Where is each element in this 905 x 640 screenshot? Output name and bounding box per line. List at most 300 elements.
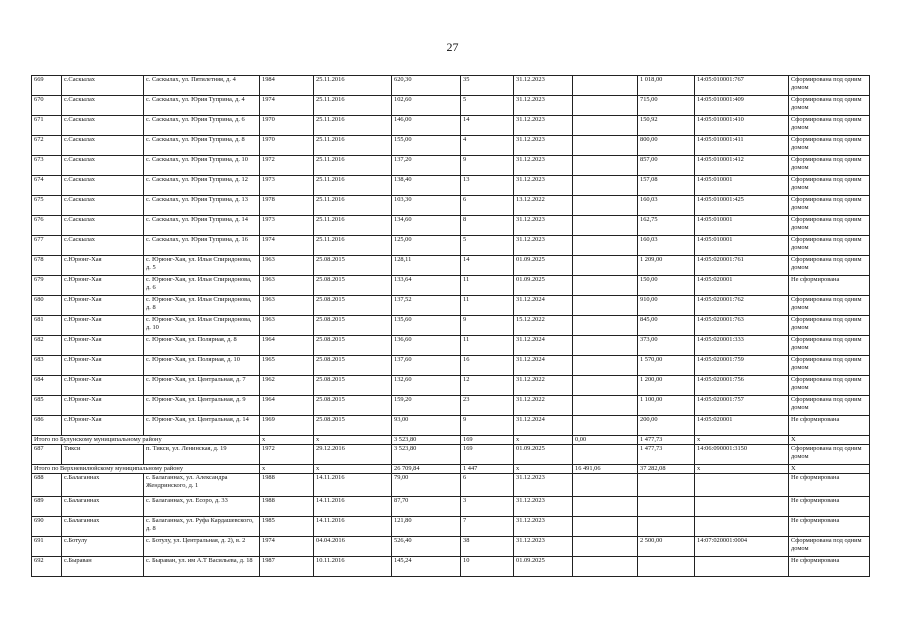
- status-cell: Х: [789, 436, 870, 445]
- address-cell: с. Юрюнг-Хая, ул. Центральная, д. 9: [144, 396, 260, 416]
- year-cell: 1963: [260, 256, 314, 276]
- date-cell: 25.11.2016: [314, 156, 392, 176]
- area-cell: 135,60: [392, 316, 461, 336]
- date-cell: 25.08.2015: [314, 356, 392, 376]
- cadastral-number-cell: 14:05:010001:425: [695, 196, 789, 216]
- status-cell: Сформирована под одним домом: [789, 376, 870, 396]
- table-row: [32, 256, 870, 276]
- row-number-cell: 672: [32, 136, 62, 156]
- cadastral-number-cell: 14:05:020001:763: [695, 316, 789, 336]
- year-cell: 1985: [260, 517, 314, 537]
- status-cell: Сформирована под одним домом: [789, 336, 870, 356]
- amount-2-cell: 157,08: [638, 176, 695, 196]
- area-cell: 125,00: [392, 236, 461, 256]
- area-cell: 138,40: [392, 176, 461, 196]
- year-cell: 1969: [260, 416, 314, 436]
- deadline-cell: 31.12.2024: [514, 336, 573, 356]
- settlement-cell: с.Балаганнах: [62, 497, 144, 517]
- address-cell: с. Ботулу, ул. Центральная, д. 2), в. 2: [144, 537, 260, 557]
- count-cell: 35: [461, 76, 514, 96]
- table-row: [32, 116, 870, 136]
- cadastral-number-cell: 14:05:020001: [695, 276, 789, 296]
- amount-2-cell: 373,00: [638, 336, 695, 356]
- settlement-cell: с.Юрюнг-Хая: [62, 316, 144, 336]
- settlement-cell: с.Быраван: [62, 557, 144, 577]
- settlement-cell: с.Балаганнах: [62, 474, 144, 497]
- settlement-cell: с.Ботулу: [62, 537, 144, 557]
- status-cell: Сформирована под одним домом: [789, 136, 870, 156]
- count-cell: 7: [461, 517, 514, 537]
- amount-1-cell: [573, 176, 638, 196]
- status-cell: Сформирована под одним домом: [789, 96, 870, 116]
- amount-1-cell: [573, 316, 638, 336]
- amount-2-cell: 160,03: [638, 236, 695, 256]
- table-row: [32, 376, 870, 396]
- address-cell: с. Юрюнг-Хая, ул. Ильи Спиридонова, д. 5: [144, 256, 260, 276]
- amount-1-cell: [573, 156, 638, 176]
- area-cell: 102,60: [392, 96, 461, 116]
- amount-1-cell: [573, 445, 638, 465]
- row-number-cell: 680: [32, 296, 62, 316]
- date-cell: 25.11.2016: [314, 176, 392, 196]
- row-number-cell: 679: [32, 276, 62, 296]
- amount-2-cell: [638, 497, 695, 517]
- amount-1-cell: 16 491,06: [573, 465, 638, 474]
- count-cell: 4: [461, 136, 514, 156]
- amount-1-cell: [573, 537, 638, 557]
- cadastral-number-cell: 14:05:020001:757: [695, 396, 789, 416]
- page-number: 27: [446, 40, 459, 54]
- cadastral-number-cell: 14:05:010001:410: [695, 116, 789, 136]
- cadastral-number-cell: 14:05:020001:759: [695, 356, 789, 376]
- date-cell: 14.11.2016: [314, 517, 392, 537]
- count-cell: 10: [461, 557, 514, 577]
- status-cell: Сформирована под одним домом: [789, 256, 870, 276]
- area-cell: 128,11: [392, 256, 461, 276]
- address-cell: с. Саскылах, ул. Юрия Туприна, д. 8: [144, 136, 260, 156]
- table-row: [32, 156, 870, 176]
- status-cell: Сформирована под одним домом: [789, 236, 870, 256]
- amount-1-cell: [573, 96, 638, 116]
- table-row: [32, 445, 870, 465]
- table-row: [32, 537, 870, 557]
- status-cell: Сформирована под одним домом: [789, 116, 870, 136]
- cadastral-number-cell: 14:06:090001:3150: [695, 445, 789, 465]
- amount-1-cell: [573, 336, 638, 356]
- cadastral-number-cell: 14:05:010001: [695, 236, 789, 256]
- cadastral-number-cell: [695, 474, 789, 497]
- row-number-cell: 682: [32, 336, 62, 356]
- status-cell: Сформирована под одним домом: [789, 76, 870, 96]
- deadline-cell: 31.12.2023: [514, 236, 573, 256]
- date-cell: 25.11.2016: [314, 216, 392, 236]
- amount-2-cell: 37 282,08: [638, 465, 695, 474]
- date-cell: 25.08.2015: [314, 316, 392, 336]
- cadastral-number-cell: 14:05:010001:412: [695, 156, 789, 176]
- status-cell: Не сформирована: [789, 497, 870, 517]
- cadastral-number-cell: 14:05:020001:761: [695, 256, 789, 276]
- deadline-cell: 31.12.2022: [514, 396, 573, 416]
- count-cell: 13: [461, 176, 514, 196]
- status-cell: Сформирована под одним домом: [789, 356, 870, 376]
- address-cell: с. Юрюнг-Хая, ул. Ильи Спиридонова, д. 6: [144, 276, 260, 296]
- count-cell: 6: [461, 474, 514, 497]
- settlement-cell: с.Саскылах: [62, 136, 144, 156]
- amount-1-cell: [573, 356, 638, 376]
- year-cell: 1963: [260, 276, 314, 296]
- cadastral-number-cell: [695, 497, 789, 517]
- area-cell: 146,00: [392, 116, 461, 136]
- date-cell: 25.08.2015: [314, 276, 392, 296]
- date-cell: 25.11.2016: [314, 136, 392, 156]
- status-cell: Сформирована под одним домом: [789, 316, 870, 336]
- count-cell: 5: [461, 236, 514, 256]
- address-cell: с. Юрюнг-Хая, ул. Полярная, д. 8: [144, 336, 260, 356]
- cadastral-number-cell: 14:05:010001:767: [695, 76, 789, 96]
- year-cell: 1987: [260, 557, 314, 577]
- housing-register-table: [31, 75, 870, 577]
- row-number-cell: 683: [32, 356, 62, 376]
- amount-1-cell: [573, 517, 638, 537]
- deadline-cell: 15.12.2022: [514, 316, 573, 336]
- amount-2-cell: 910,00: [638, 296, 695, 316]
- settlement-cell: Тикси: [62, 445, 144, 465]
- row-number-cell: 670: [32, 96, 62, 116]
- address-cell: с. Саскылах, ул. Юрия Туприна, д. 6: [144, 116, 260, 136]
- year-cell: 1964: [260, 396, 314, 416]
- amount-2-cell: 150,92: [638, 116, 695, 136]
- status-cell: Не сформирована: [789, 557, 870, 577]
- year-cell: 1978: [260, 196, 314, 216]
- area-cell: 155,00: [392, 136, 461, 156]
- year-cell: 1988: [260, 497, 314, 517]
- count-cell: 12: [461, 376, 514, 396]
- settlement-cell: с.Саскылах: [62, 116, 144, 136]
- amount-1-cell: [573, 276, 638, 296]
- address-cell: с. Балаганнах, ул. Александра Жендринского, д. 1: [144, 474, 260, 497]
- cadastral-number-cell: х: [695, 465, 789, 474]
- year-cell: 1974: [260, 537, 314, 557]
- table-row: [32, 176, 870, 196]
- subtotal-label: Итого по Булунскому муниципальному району: [32, 436, 260, 445]
- count-cell: 9: [461, 416, 514, 436]
- address-cell: с. Балаганнах, ул. Есоро, д. 33: [144, 497, 260, 517]
- address-cell: с. Юрюнг-Хая, ул. Ильи Спиридонова, д. 10: [144, 316, 260, 336]
- settlement-cell: с.Саскылах: [62, 196, 144, 216]
- amount-1-cell: [573, 296, 638, 316]
- deadline-cell: 31.12.2023: [514, 156, 573, 176]
- address-cell: с. Юрюнг-Хая, ул. Центральная, д. 7: [144, 376, 260, 396]
- table-body: [32, 76, 870, 577]
- deadline-cell: 31.12.2023: [514, 76, 573, 96]
- settlement-cell: с.Саскылах: [62, 176, 144, 196]
- status-cell: Сформирована под одним домом: [789, 176, 870, 196]
- settlement-cell: с.Юрюнг-Хая: [62, 356, 144, 376]
- amount-2-cell: 200,00: [638, 416, 695, 436]
- year-cell: 1988: [260, 474, 314, 497]
- table-row: [32, 276, 870, 296]
- amount-2-cell: 845,00: [638, 316, 695, 336]
- amount-2-cell: 1 200,00: [638, 376, 695, 396]
- date-cell: х: [314, 436, 392, 445]
- date-cell: 25.08.2015: [314, 376, 392, 396]
- table-row: [32, 216, 870, 236]
- date-cell: 25.08.2015: [314, 336, 392, 356]
- year-cell: 1973: [260, 216, 314, 236]
- area-cell: 87,70: [392, 497, 461, 517]
- table-row: [32, 356, 870, 376]
- table-row: [32, 296, 870, 316]
- row-number-cell: 671: [32, 116, 62, 136]
- table-row: [32, 76, 870, 96]
- amount-1-cell: [573, 256, 638, 276]
- area-cell: 103,30: [392, 196, 461, 216]
- address-cell: с. Саскылах, ул. Юрия Туприна, д. 16: [144, 236, 260, 256]
- table-row: [32, 557, 870, 577]
- deadline-cell: 31.12.2024: [514, 416, 573, 436]
- status-cell: Сформирована под одним домом: [789, 445, 870, 465]
- area-cell: 145,24: [392, 557, 461, 577]
- year-cell: 1963: [260, 296, 314, 316]
- count-cell: 16: [461, 356, 514, 376]
- amount-1-cell: [573, 376, 638, 396]
- area-cell: 133,64: [392, 276, 461, 296]
- amount-2-cell: 800,00: [638, 136, 695, 156]
- amount-2-cell: 2 500,00: [638, 537, 695, 557]
- deadline-cell: 31.12.2023: [514, 537, 573, 557]
- settlement-cell: с.Саскылах: [62, 96, 144, 116]
- amount-1-cell: [573, 497, 638, 517]
- area-cell: 26 709,84: [392, 465, 461, 474]
- row-number-cell: 684: [32, 376, 62, 396]
- deadline-cell: 31.12.2023: [514, 96, 573, 116]
- date-cell: х: [314, 465, 392, 474]
- row-number-cell: 676: [32, 216, 62, 236]
- year-cell: 1972: [260, 445, 314, 465]
- row-number-cell: 692: [32, 557, 62, 577]
- deadline-cell: 01.09.2025: [514, 557, 573, 577]
- table-row: [32, 396, 870, 416]
- deadline-cell: 31.12.2023: [514, 474, 573, 497]
- settlement-cell: с.Саскылах: [62, 236, 144, 256]
- deadline-cell: 31.12.2023: [514, 497, 573, 517]
- table-row: [32, 316, 870, 336]
- area-cell: 159,20: [392, 396, 461, 416]
- settlement-cell: с.Саскылах: [62, 216, 144, 236]
- deadline-cell: 31.12.2023: [514, 116, 573, 136]
- cadastral-number-cell: 14:05:010001: [695, 216, 789, 236]
- amount-1-cell: [573, 196, 638, 216]
- settlement-cell: с.Саскылах: [62, 156, 144, 176]
- amount-1-cell: [573, 557, 638, 577]
- year-cell: х: [260, 465, 314, 474]
- address-cell: с. Юрюнг-Хая, ул. Центральная, д. 14: [144, 416, 260, 436]
- table-row: [32, 336, 870, 356]
- amount-2-cell: 1 570,00: [638, 356, 695, 376]
- area-cell: 93,00: [392, 416, 461, 436]
- date-cell: 25.08.2015: [314, 296, 392, 316]
- address-cell: с. Юрюнг-Хая, ул. Ильи Спиридонова, д. 8: [144, 296, 260, 316]
- cadastral-number-cell: 14:07:020001:0004: [695, 537, 789, 557]
- amount-2-cell: 1 100,00: [638, 396, 695, 416]
- subtotal-row: [32, 436, 870, 445]
- deadline-cell: х: [514, 465, 573, 474]
- row-number-cell: 689: [32, 497, 62, 517]
- date-cell: 25.11.2016: [314, 96, 392, 116]
- area-cell: 526,40: [392, 537, 461, 557]
- count-cell: 38: [461, 537, 514, 557]
- count-cell: 6: [461, 196, 514, 216]
- date-cell: 25.08.2015: [314, 396, 392, 416]
- amount-2-cell: 715,00: [638, 96, 695, 116]
- table-row: [32, 474, 870, 497]
- area-cell: 620,30: [392, 76, 461, 96]
- deadline-cell: 31.12.2023: [514, 216, 573, 236]
- settlement-cell: с.Юрюнг-Хая: [62, 416, 144, 436]
- row-number-cell: 688: [32, 474, 62, 497]
- amount-2-cell: [638, 474, 695, 497]
- count-cell: 8: [461, 216, 514, 236]
- cadastral-number-cell: 14:05:010001:411: [695, 136, 789, 156]
- settlement-cell: с.Юрюнг-Хая: [62, 256, 144, 276]
- deadline-cell: х: [514, 436, 573, 445]
- area-cell: 137,20: [392, 156, 461, 176]
- status-cell: Сформирована под одним домом: [789, 156, 870, 176]
- count-cell: 11: [461, 276, 514, 296]
- area-cell: 79,00: [392, 474, 461, 497]
- settlement-cell: с.Юрюнг-Хая: [62, 376, 144, 396]
- cadastral-number-cell: 14:05:010001: [695, 176, 789, 196]
- table-row: [32, 196, 870, 216]
- status-cell: Не сформирована: [789, 276, 870, 296]
- amount-1-cell: [573, 116, 638, 136]
- row-number-cell: 687: [32, 445, 62, 465]
- count-cell: 169: [461, 436, 514, 445]
- status-cell: Сформирована под одним домом: [789, 537, 870, 557]
- subtotal-label: Итого по Верхневилюйскому муниципальному району: [32, 465, 260, 474]
- cadastral-number-cell: 14:05:020001: [695, 416, 789, 436]
- table-row: [32, 497, 870, 517]
- count-cell: 169: [461, 445, 514, 465]
- year-cell: 1970: [260, 136, 314, 156]
- settlement-cell: с.Юрюнг-Хая: [62, 336, 144, 356]
- year-cell: 1972: [260, 156, 314, 176]
- year-cell: х: [260, 436, 314, 445]
- date-cell: 25.11.2016: [314, 196, 392, 216]
- row-number-cell: 669: [32, 76, 62, 96]
- date-cell: 10.11.2016: [314, 557, 392, 577]
- count-cell: 1 447: [461, 465, 514, 474]
- address-cell: с. Саскылах, ул. Юрия Туприна, д. 13: [144, 196, 260, 216]
- table-row: [32, 517, 870, 537]
- amount-1-cell: [573, 396, 638, 416]
- deadline-cell: 13.12.2022: [514, 196, 573, 216]
- address-cell: с. Саскылах, ул. Юрия Туприна, д. 4: [144, 96, 260, 116]
- address-cell: с. Саскылах, ул. Юрия Туприна, д. 12: [144, 176, 260, 196]
- area-cell: 136,60: [392, 336, 461, 356]
- table-row: [32, 416, 870, 436]
- deadline-cell: 31.12.2024: [514, 356, 573, 376]
- count-cell: 14: [461, 116, 514, 136]
- date-cell: 25.11.2016: [314, 116, 392, 136]
- area-cell: 3 523,80: [392, 445, 461, 465]
- settlement-cell: с.Юрюнг-Хая: [62, 276, 144, 296]
- count-cell: 11: [461, 336, 514, 356]
- year-cell: 1974: [260, 236, 314, 256]
- status-cell: Не сформирована: [789, 474, 870, 497]
- row-number-cell: 690: [32, 517, 62, 537]
- settlement-cell: с.Юрюнг-Хая: [62, 396, 144, 416]
- area-cell: 137,60: [392, 356, 461, 376]
- deadline-cell: 01.09.2025: [514, 445, 573, 465]
- area-cell: 3 523,80: [392, 436, 461, 445]
- row-number-cell: 673: [32, 156, 62, 176]
- deadline-cell: 31.12.2024: [514, 296, 573, 316]
- settlement-cell: с.Саскылах: [62, 76, 144, 96]
- year-cell: 1974: [260, 96, 314, 116]
- address-cell: с. Быраван, ул. им А.Т Васильева, д. 18: [144, 557, 260, 577]
- count-cell: 9: [461, 316, 514, 336]
- date-cell: 29.12.2016: [314, 445, 392, 465]
- address-cell: с. Юрюнг-Хая, ул. Полярная, д. 10: [144, 356, 260, 376]
- amount-2-cell: 162,75: [638, 216, 695, 236]
- address-cell: с. Балаганнах, ул. Руфа Кардашевского, д. 8: [144, 517, 260, 537]
- amount-2-cell: 160,03: [638, 196, 695, 216]
- deadline-cell: 31.12.2023: [514, 517, 573, 537]
- cadastral-number-cell: [695, 517, 789, 537]
- count-cell: 23: [461, 396, 514, 416]
- row-number-cell: 691: [32, 537, 62, 557]
- amount-1-cell: [573, 216, 638, 236]
- settlement-cell: с.Балаганнах: [62, 517, 144, 537]
- cadastral-number-cell: 14:05:020001:333: [695, 336, 789, 356]
- year-cell: 1970: [260, 116, 314, 136]
- table-row: [32, 236, 870, 256]
- count-cell: 9: [461, 156, 514, 176]
- status-cell: Не сформирована: [789, 416, 870, 436]
- area-cell: 132,60: [392, 376, 461, 396]
- deadline-cell: 31.12.2023: [514, 136, 573, 156]
- area-cell: 121,80: [392, 517, 461, 537]
- year-cell: 1973: [260, 176, 314, 196]
- amount-2-cell: 1 018,00: [638, 76, 695, 96]
- settlement-cell: с.Юрюнг-Хая: [62, 296, 144, 316]
- subtotal-row: [32, 465, 870, 474]
- year-cell: 1965: [260, 356, 314, 376]
- amount-2-cell: 1 477,73: [638, 445, 695, 465]
- count-cell: 14: [461, 256, 514, 276]
- amount-2-cell: 150,00: [638, 276, 695, 296]
- amount-1-cell: [573, 236, 638, 256]
- amount-1-cell: [573, 416, 638, 436]
- date-cell: 14.11.2016: [314, 474, 392, 497]
- deadline-cell: 31.12.2022: [514, 376, 573, 396]
- row-number-cell: 674: [32, 176, 62, 196]
- amount-1-cell: [573, 474, 638, 497]
- cadastral-number-cell: 14:05:020001:756: [695, 376, 789, 396]
- amount-2-cell: [638, 517, 695, 537]
- year-cell: 1964: [260, 336, 314, 356]
- count-cell: 11: [461, 296, 514, 316]
- date-cell: 04.04.2016: [314, 537, 392, 557]
- amount-1-cell: 0,00: [573, 436, 638, 445]
- status-cell: Х: [789, 465, 870, 474]
- cadastral-number-cell: 14:05:020001:762: [695, 296, 789, 316]
- status-cell: Сформирована под одним домом: [789, 216, 870, 236]
- deadline-cell: 01.09.2025: [514, 256, 573, 276]
- row-number-cell: 677: [32, 236, 62, 256]
- amount-1-cell: [573, 76, 638, 96]
